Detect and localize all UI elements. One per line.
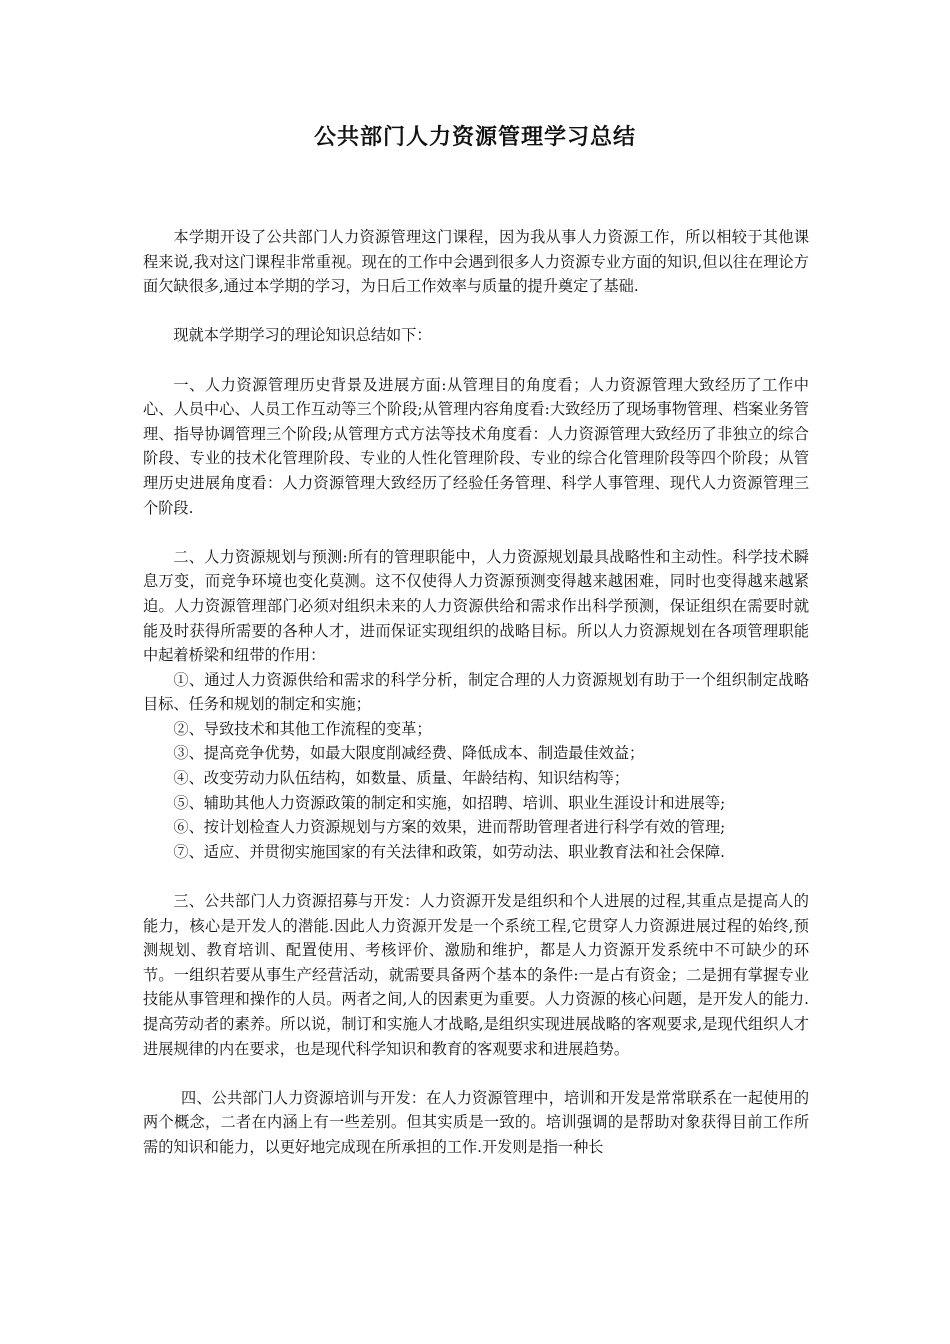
section-3-paragraph: 三、公共部门人力资源招募与开发：人力资源开发是组织和个人进展的过程,其重点是提高人的能力，核心是开发人的潜能.因此人力资源开发是一个系统工程,它贯穿人力资源进展过程的始终,预测规划、教育培训、配置使用、考核评价、激励和维护，都是人力资源开发系统中不可缺少的环节。一组织若要从事生产经营活动，就需要具备两个基本的条件:一是占有资金；二是拥有掌握专业技能从事管理和操作的人员。两者之间,人的因素更为重要。人力资源的核心问题，是开发人的能力.提高劳动者的素养。所以说，制订和实施人才战略,是组织实现进展战略的客观要求,是现代组织人才进展规律的内在要求，也是现代科学知识和教育的客观要求和进展趋势。 <box>143 892 809 1058</box>
list-item: ③、提高竞争优势，如最大限度削减经费、降低成本、制造最佳效益； <box>173 744 645 763</box>
list-item: ①、通过人力资源供给和需求的科学分析，制定合理的人力资源规划有助于一个组织制定战略目标、任务和规划的制定和实施； <box>143 670 809 714</box>
document-body <box>143 225 809 1184</box>
section-4-paragraph: 四、公共部门人力资源培训与开发：在人力资源管理中，培训和开发是常常联系在一起使用的两个概念，二者在内涵上有一些差别。但其实质是一致的。培训强调的是帮助对象获得目前工作所需的知识和能力，以更好地完成现在所承担的工作.开发则是指一种长 <box>143 1088 809 1156</box>
list-item: ④、改变劳动力队伍结构，如数量、质量、年龄结构、知识结构等； <box>173 769 630 788</box>
section-2-paragraph: 二、人力资源规划与预测:所有的管理职能中，人力资源规划最具战略性和主动性。科学技术瞬息万变，而竞争环境也变化莫测。这不仅使得人力资源预测变得越来越困难，同时也变得越来越紧迫。人力资源管理部门必须对组织未来的人力资源供给和需求作出科学预测，保证组织在需要时就能及时获得所需要的各种人才，进而保证实现组织的战略目标。所以人力资源规划在各项管理职能中起着桥梁和纽带的作用： <box>143 547 809 665</box>
lead-paragraph: 现就本学期学习的理论知识总结如下： <box>173 326 432 345</box>
list-item: ⑥、按计划检查人力资源规划与方案的效果，进而帮助管理者进行科学有效的管理; <box>173 818 726 837</box>
section-1-paragraph: 一、人力资源管理历史背景及进展方面:从管理目的角度看；人力资源管理大致经历了工作中心、人员中心、人员工作互动等三个阶段;从管理内容角度看:大致经历了现场事物管理、档案业务管理、指导协调管理三个阶段;从管理方式方法等技术角度看：人力资源管理大致经历了非独立的综合阶段、专业的技术化管理阶段、专业的人性化管理阶段、专业的综合化管理阶段等四个阶段；从管理历史进展角度看：人力资源管理大致经历了经验任务管理、科学人事管理、现代人力资源管理三个阶段. <box>143 375 809 517</box>
intro-paragraph: 本学期开设了公共部门人力资源管理这门课程，因为我从事人力资源工作，所以相较于其他课程来说,我对这门课程非常重视。现在的工作中会遇到很多人力资源专业方面的知识,但以往在理论方面欠缺很多,通过本学期的学习，为日后工作效率与质量的提升奠定了基础. <box>143 228 809 296</box>
list-item: ⑤、辅助其他人力资源政策的制定和实施，如招聘、培训、职业生涯设计和进展等; <box>173 793 726 812</box>
list-item: ②、导致技术和其他工作流程的变革； <box>173 719 432 738</box>
list-item: ⑦、适应、并贯彻实施国家的有关法律和政策，如劳动法、职业教育法和社会保障. <box>173 842 725 861</box>
document-title: 公共部门人力资源管理学习总结 <box>313 124 636 150</box>
